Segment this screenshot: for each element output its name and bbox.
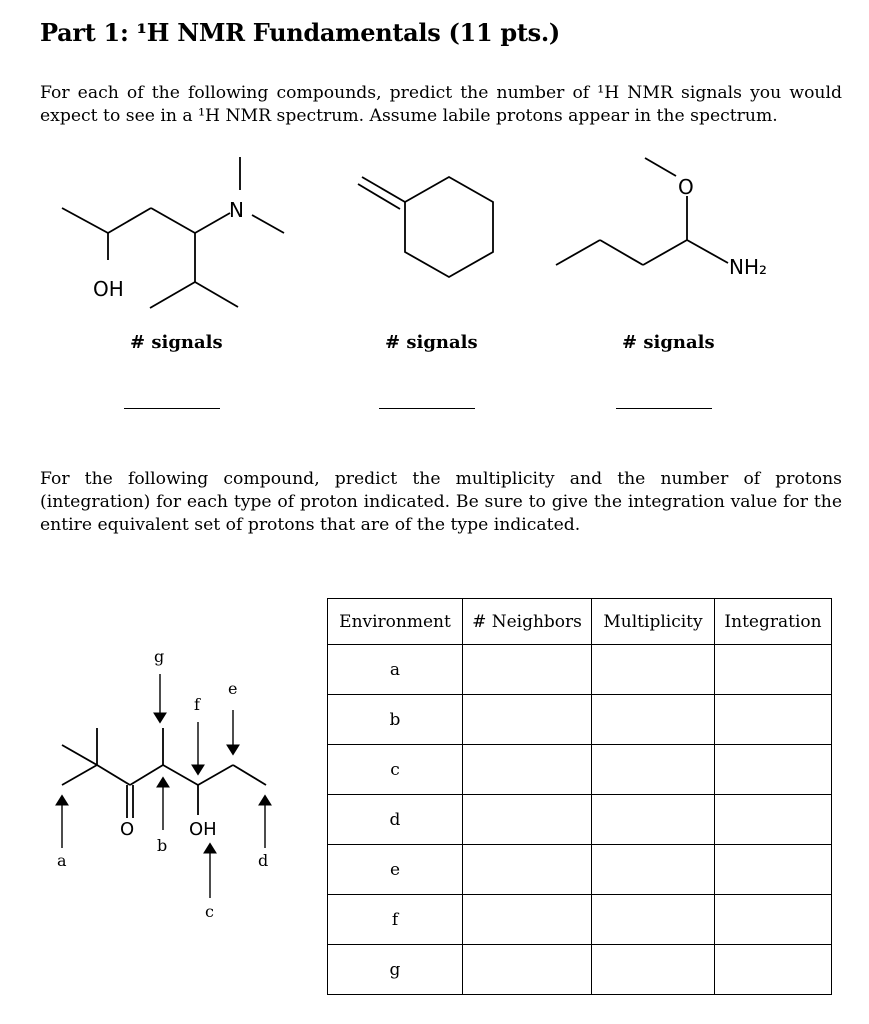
integration-cell[interactable] — [715, 695, 832, 745]
proton-label-a: a — [57, 851, 67, 870]
compound-1-answer-blank[interactable] — [124, 408, 220, 409]
part-b-oh-label: OH — [189, 819, 217, 840]
compound-2-answer-blank[interactable] — [379, 408, 475, 409]
compound-1-oh-label: OH — [93, 277, 124, 301]
integration-cell[interactable] — [715, 845, 832, 895]
environment-cell: e — [328, 845, 463, 895]
table-row — [328, 895, 832, 945]
neighbors-cell[interactable] — [463, 695, 592, 745]
integration-cell[interactable] — [715, 895, 832, 945]
proton-label-c: c — [205, 902, 214, 921]
multiplicity-cell[interactable] — [592, 945, 715, 995]
nmr-answer-table — [327, 598, 832, 995]
compound-2-signals-label: # signals — [385, 332, 478, 353]
table-row — [328, 745, 832, 795]
neighbors-cell[interactable] — [463, 645, 592, 695]
neighbors-cell[interactable] — [463, 895, 592, 945]
neighbors-cell[interactable] — [463, 945, 592, 995]
compound-3-o-label: O — [678, 175, 694, 199]
environment-cell: b — [328, 695, 463, 745]
environment-cell: c — [328, 745, 463, 795]
neighbors-cell[interactable] — [463, 845, 592, 895]
header-neighbors: # Neighbors — [463, 599, 592, 645]
part-b-proton-arrows — [62, 674, 265, 898]
environment-cell: g — [328, 945, 463, 995]
compound-1-signals-label: # signals — [130, 332, 223, 353]
compound-3-structure — [556, 158, 728, 265]
proton-label-e: e — [228, 679, 238, 698]
multiplicity-cell[interactable] — [592, 645, 715, 695]
compound-2-structure — [358, 177, 493, 277]
neighbors-cell[interactable] — [463, 795, 592, 845]
table-header-row — [328, 599, 832, 645]
part-a-instructions: For each of the following compounds, predict the number of ¹H NMR signals you would expect to see in a ¹H NMR spectrum. Assume labile protons appear in the spectrum. — [40, 83, 842, 126]
proton-label-f: f — [194, 695, 200, 714]
compound-3-signals-label: # signals — [622, 332, 715, 353]
proton-label-b: b — [157, 836, 168, 855]
environment-cell: f — [328, 895, 463, 945]
part-b-instructions: For the following compound, predict the multiplicity and the number of protons (integration) for each type of proton indicated. Be sure to give the integration value for the entire equivalent set of protons that are of the type indicated. — [40, 469, 842, 535]
table-row — [328, 845, 832, 895]
part-b-carbonyl-o-label: O — [120, 819, 135, 840]
part-b-molecule-structure — [62, 728, 266, 818]
environment-cell: a — [328, 645, 463, 695]
table-row — [328, 645, 832, 695]
multiplicity-cell[interactable] — [592, 795, 715, 845]
table-row — [328, 795, 832, 845]
page-title: Part 1: ¹H NMR Fundamentals (11 pts.) — [40, 18, 560, 47]
integration-cell[interactable] — [715, 795, 832, 845]
integration-cell[interactable] — [715, 645, 832, 695]
table-row — [328, 945, 832, 995]
environment-cell: d — [328, 795, 463, 845]
compound-1-n-label: N — [229, 198, 244, 222]
header-environment: Environment — [328, 599, 463, 645]
header-multiplicity: Multiplicity — [592, 599, 715, 645]
neighbors-cell[interactable] — [463, 745, 592, 795]
table-row — [328, 695, 832, 745]
proton-label-g: g — [154, 647, 165, 666]
compound-3-nh2-label: NH₂ — [729, 255, 768, 279]
proton-label-d: d — [258, 851, 269, 870]
multiplicity-cell[interactable] — [592, 845, 715, 895]
integration-cell[interactable] — [715, 745, 832, 795]
integration-cell[interactable] — [715, 945, 832, 995]
header-integration: Integration — [715, 599, 832, 645]
multiplicity-cell[interactable] — [592, 695, 715, 745]
multiplicity-cell[interactable] — [592, 895, 715, 945]
multiplicity-cell[interactable] — [592, 745, 715, 795]
compound-3-answer-blank[interactable] — [616, 408, 712, 409]
